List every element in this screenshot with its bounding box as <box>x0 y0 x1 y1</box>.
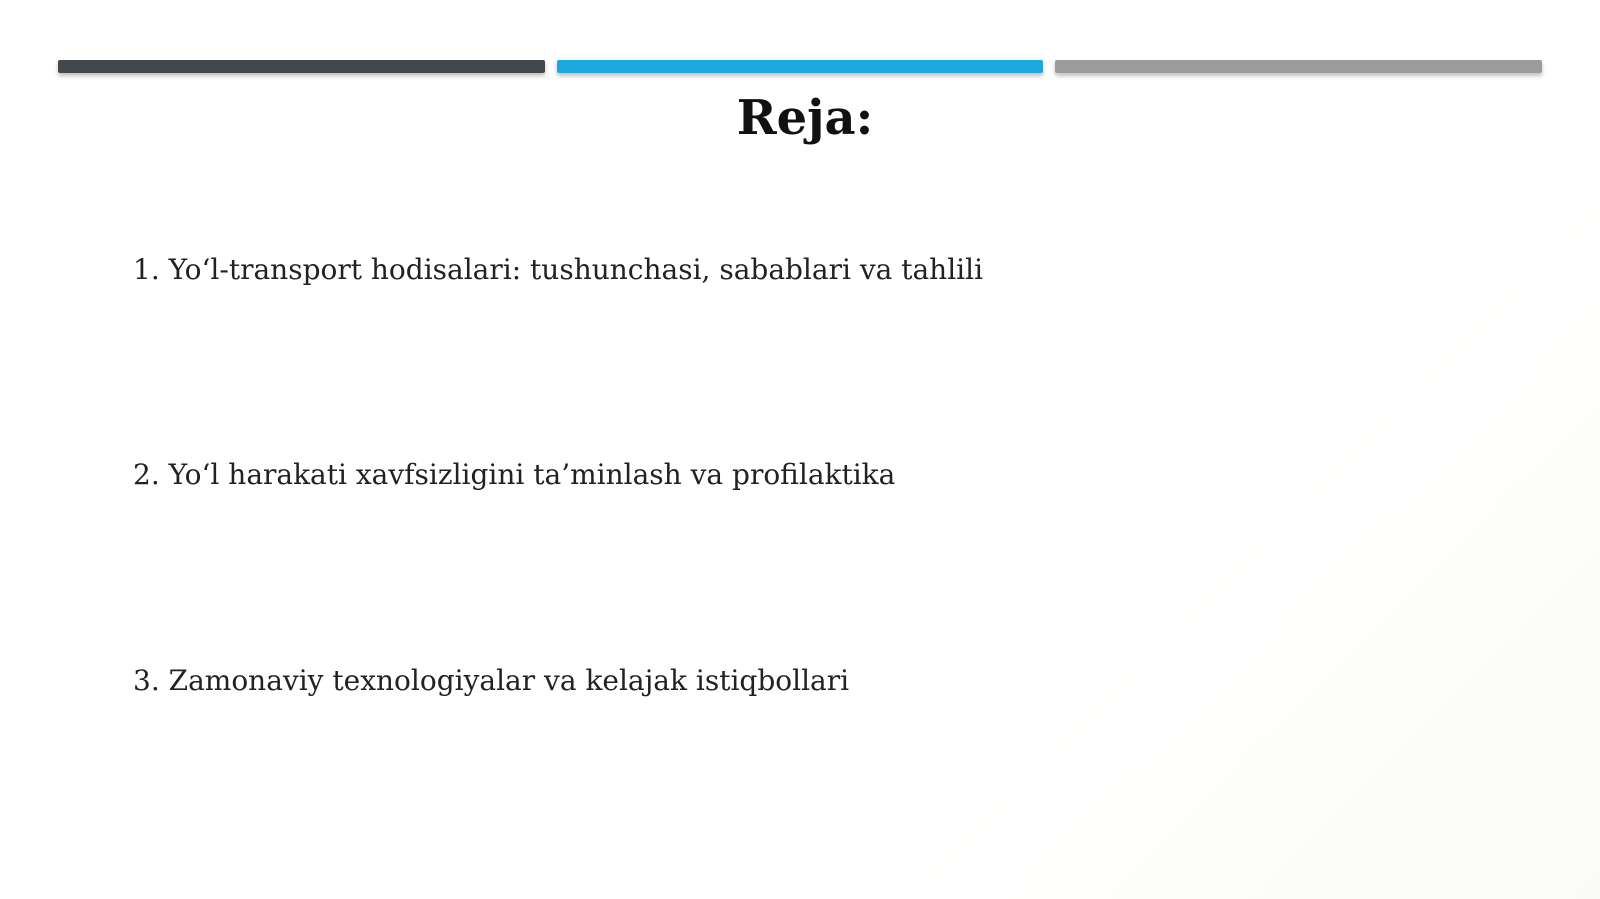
plan-item: 3. Zamonaviy texnologiyalar va kelajak istiqbollari <box>133 664 850 697</box>
header-bar-gray <box>1055 60 1542 73</box>
header-bars <box>58 60 1542 73</box>
plan-item: 1. Yo‘l-transport hodisalari: tushunchasi, sabablari va tahlili <box>133 253 984 286</box>
header-bar-dark <box>58 60 545 73</box>
header-bar-blue <box>557 60 1044 73</box>
plan-item: 2. Yo‘l harakati xavfsizligini ta’minlash va profilaktika <box>133 458 896 491</box>
slide-title: Reja: <box>736 90 874 146</box>
